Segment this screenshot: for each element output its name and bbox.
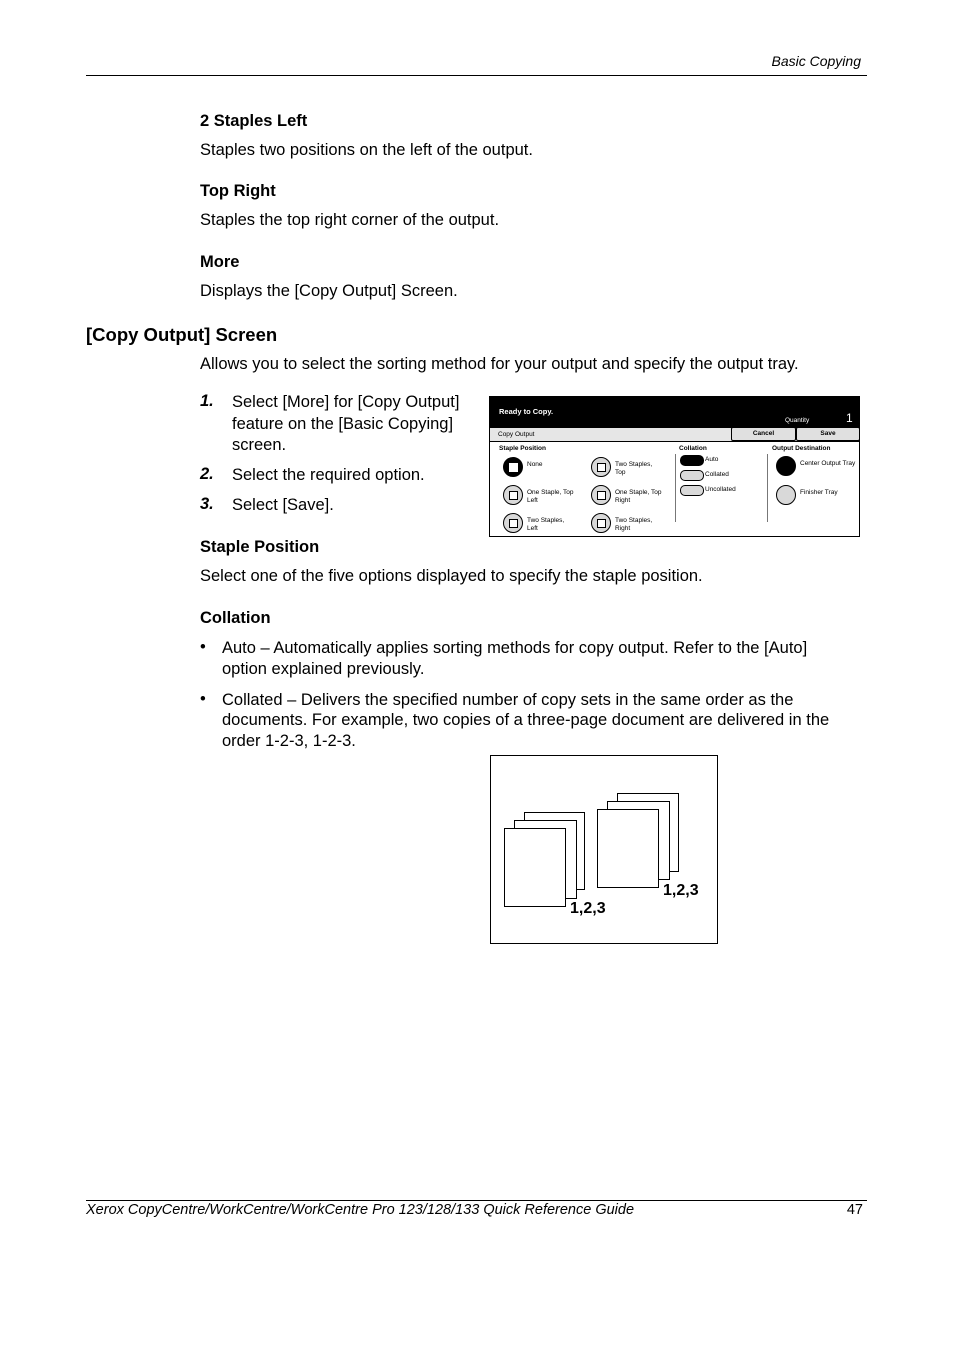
staple-top-right-icon <box>591 485 611 505</box>
set-a-label: 1,2,3 <box>570 900 606 917</box>
screen-status-text: Ready to Copy. <box>499 407 554 416</box>
bullet-collated-line-2: documents. For example, two copies of a three-page document are delivered in the <box>222 711 830 729</box>
staple-option-label: Two Staples, Top <box>615 461 653 476</box>
screen-collation-title: Collation <box>679 445 707 452</box>
step-1-line-2: feature on the [Basic Copying] <box>232 415 454 433</box>
text-more: Displays the [Copy Output] Screen. <box>200 282 458 300</box>
footer-page-number: 47 <box>846 1202 863 1218</box>
bullet-auto-line-1: Auto – Automatically applies sorting methods for copy output. Refer to the [Auto] <box>222 639 808 657</box>
staple-option-two-staples-left[interactable] <box>503 513 575 533</box>
staple-top-left-icon <box>503 485 523 505</box>
staple-option-label: Two Staples, Right <box>615 517 653 532</box>
copy-output-intro: Allows you to select the sorting method for your output and specify the output tray. <box>200 355 799 373</box>
copy-output-screen-image <box>489 396 860 537</box>
screen-status-bar <box>490 397 859 428</box>
screen-cancel-button[interactable]: Cancel <box>731 427 796 441</box>
screen-quantity-value: 1 <box>846 411 853 425</box>
staple-option-one-staple-top-left[interactable] <box>503 485 575 505</box>
step-1-line-3: screen. <box>232 436 287 454</box>
staple-option-none[interactable] <box>503 457 575 477</box>
heading-2-staples-left: 2 Staples Left <box>200 112 308 130</box>
step-1-line-1: Select [More] for [Copy Output] <box>232 393 460 411</box>
header-rule <box>86 75 867 76</box>
bullet-dot: • <box>200 638 206 656</box>
destination-label: Center Output Tray <box>800 460 856 467</box>
staple-option-two-staples-top[interactable] <box>591 457 663 477</box>
collated-sets-illustration <box>490 755 718 944</box>
staple-option-label: None <box>527 461 543 468</box>
staple-option-one-staple-top-right[interactable] <box>591 485 663 505</box>
heading-staple-position: Staple Position <box>200 538 320 556</box>
running-header: Basic Copying <box>771 53 861 69</box>
screen-divider-1 <box>675 454 676 522</box>
staple-option-two-staples-right[interactable] <box>591 513 663 533</box>
collation-uncollated-button[interactable] <box>680 485 704 496</box>
screen-output-destination-title: Output Destination <box>772 445 831 452</box>
destination-label: Finisher Tray <box>800 489 838 496</box>
staple-two-top-icon <box>591 457 611 477</box>
destination-finisher-tray-option[interactable] <box>776 485 860 505</box>
text-2-staples-left: Staples two positions on the left of the output. <box>200 141 533 159</box>
screen-staple-position-title: Staple Position <box>499 445 546 452</box>
footer-rule <box>86 1200 867 1201</box>
collation-collated-label: Collated <box>705 471 729 478</box>
bullet-collated-line-3: order 1-2-3, 1-2-3. <box>222 732 356 750</box>
staple-option-label: Two Staples, Left <box>527 517 565 532</box>
heading-top-right: Top Right <box>200 182 276 200</box>
screen-divider-2 <box>767 454 768 522</box>
staple-option-label: One Staple, Top Left <box>527 489 574 504</box>
set-b-label: 1,2,3 <box>663 882 699 899</box>
step-2-text: Select the required option. <box>232 466 425 484</box>
collation-auto-label: Auto <box>705 456 719 463</box>
step-1-number: 1. <box>200 392 214 410</box>
screen-save-button[interactable]: Save <box>796 427 860 441</box>
staple-option-label: One Staple, Top Right <box>615 489 662 504</box>
heading-collation: Collation <box>200 609 271 627</box>
screen-quantity-label: Quantity <box>785 417 810 424</box>
finisher-tray-icon <box>776 485 796 505</box>
step-3-number: 3. <box>200 495 214 513</box>
collation-auto-button[interactable] <box>680 455 704 466</box>
footer-guide-title: Xerox CopyCentre/WorkCentre/WorkCentre Pro 123/128/133 Quick Reference Guide <box>86 1202 635 1218</box>
collation-uncollated-label: Uncollated <box>705 486 736 493</box>
heading-more: More <box>200 253 240 271</box>
set-a-sheet-front <box>504 828 566 907</box>
center-tray-icon <box>776 456 796 476</box>
step-3-text: Select [Save]. <box>232 496 334 514</box>
staple-two-right-icon <box>591 513 611 533</box>
text-staple-position: Select one of the five options displayed to specify the staple position. <box>200 567 703 585</box>
screen-tab-title: Copy Output <box>498 431 535 438</box>
bullet-dot: • <box>200 690 206 708</box>
text-top-right: Staples the top right corner of the output. <box>200 211 500 229</box>
heading-copy-output-screen: [Copy Output] Screen <box>86 324 278 345</box>
staple-none-icon <box>503 457 523 477</box>
destination-center-tray-option[interactable] <box>776 456 860 476</box>
step-2-number: 2. <box>200 465 214 483</box>
bullet-auto-line-2: option explained previously. <box>222 660 425 678</box>
collation-collated-button[interactable] <box>680 470 704 481</box>
staple-two-left-icon <box>503 513 523 533</box>
set-b-sheet-front <box>597 809 659 888</box>
bullet-collated-line-1: Collated – Delivers the specified number of copy sets in the same order as the <box>222 691 794 709</box>
